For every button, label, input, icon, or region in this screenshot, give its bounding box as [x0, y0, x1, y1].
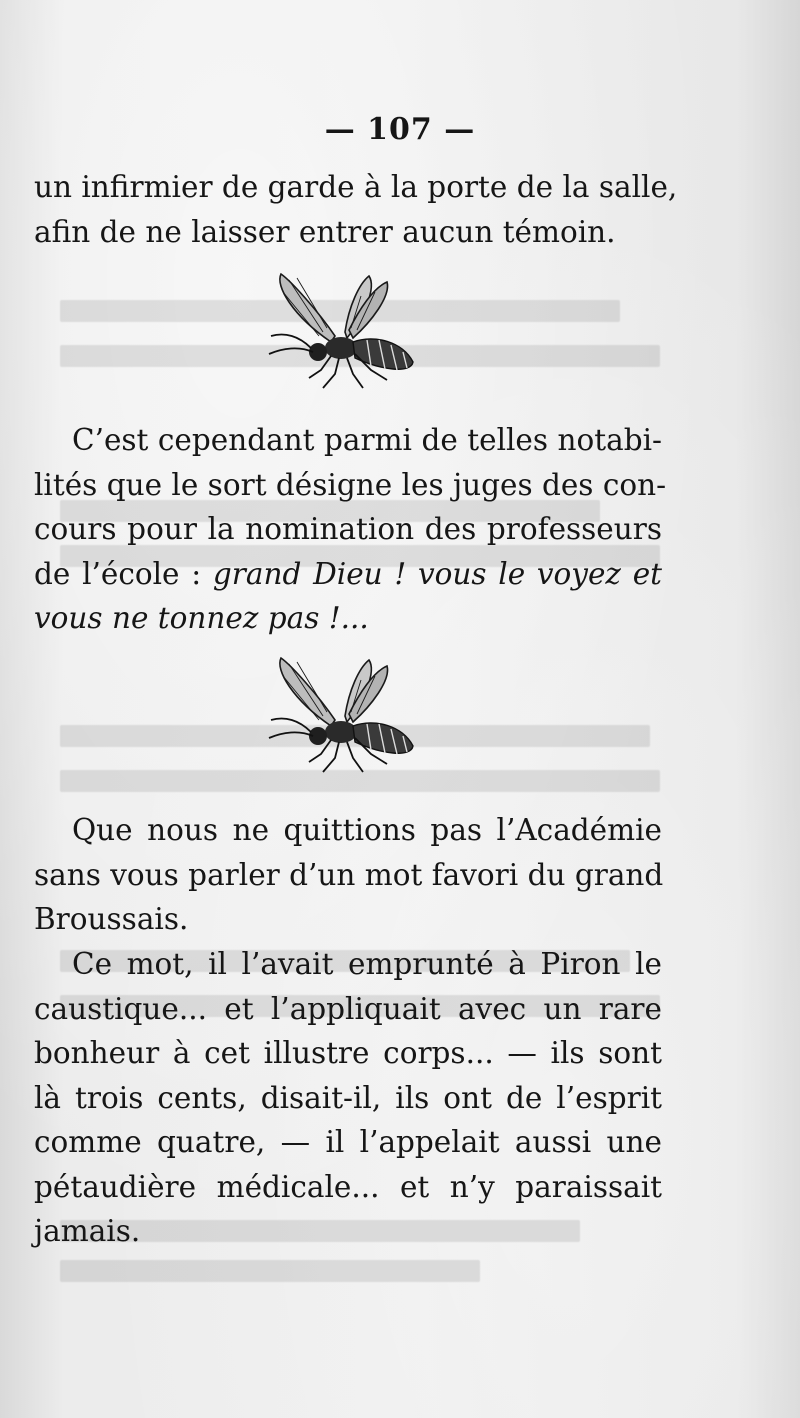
wasp-icon: [262, 650, 424, 778]
text-line: caustique... et l’appliquait avec un rare: [34, 991, 662, 1026]
text-run: de l’école :: [34, 556, 213, 591]
wasp-icon: [262, 266, 424, 394]
text-line: lités que le sort désigne les juges des con-: [34, 467, 667, 502]
text-line: un infirmier de garde à la porte de la salle,: [34, 170, 678, 204]
text-line: afin de ne laisser entrer aucun témoin.: [34, 214, 616, 249]
paragraph-2: [34, 418, 667, 641]
text-line: Ce mot, il l’avait emprunté à Piron le: [72, 947, 662, 981]
text-line: jamais.: [34, 1214, 141, 1248]
paragraph-4: [34, 942, 662, 1254]
text-line: cours pour la nomination des professeurs: [34, 512, 662, 546]
text-line: pétaudière médicale... et n’y paraissait: [34, 1169, 662, 1204]
italic-text-run: grand Dieu ! vous le voyez et: [212, 556, 663, 591]
text-line-mixed: [34, 552, 662, 597]
paragraph-1: [34, 165, 678, 254]
text-line: bonheur à cet illustre corps... — ils sont: [34, 1036, 662, 1070]
paragraph-3: [34, 808, 662, 942]
italic-text-line: vous ne tonnez pas !...: [34, 601, 369, 635]
text-line: comme quatre, — il l’appelait aussi une: [34, 1125, 662, 1159]
page-number: — 107 —: [324, 112, 476, 147]
text-line: Broussais.: [34, 902, 189, 936]
text-line: sans vous parler d’un mot favori du grand: [34, 857, 664, 892]
text-line: là trois cents, disait-il, ils ont de l’esprit: [34, 1080, 662, 1115]
text-line: C’est cependant parmi de telles notabi-: [72, 423, 662, 457]
text-line: Que nous ne quittions pas l’Académie: [72, 813, 662, 847]
